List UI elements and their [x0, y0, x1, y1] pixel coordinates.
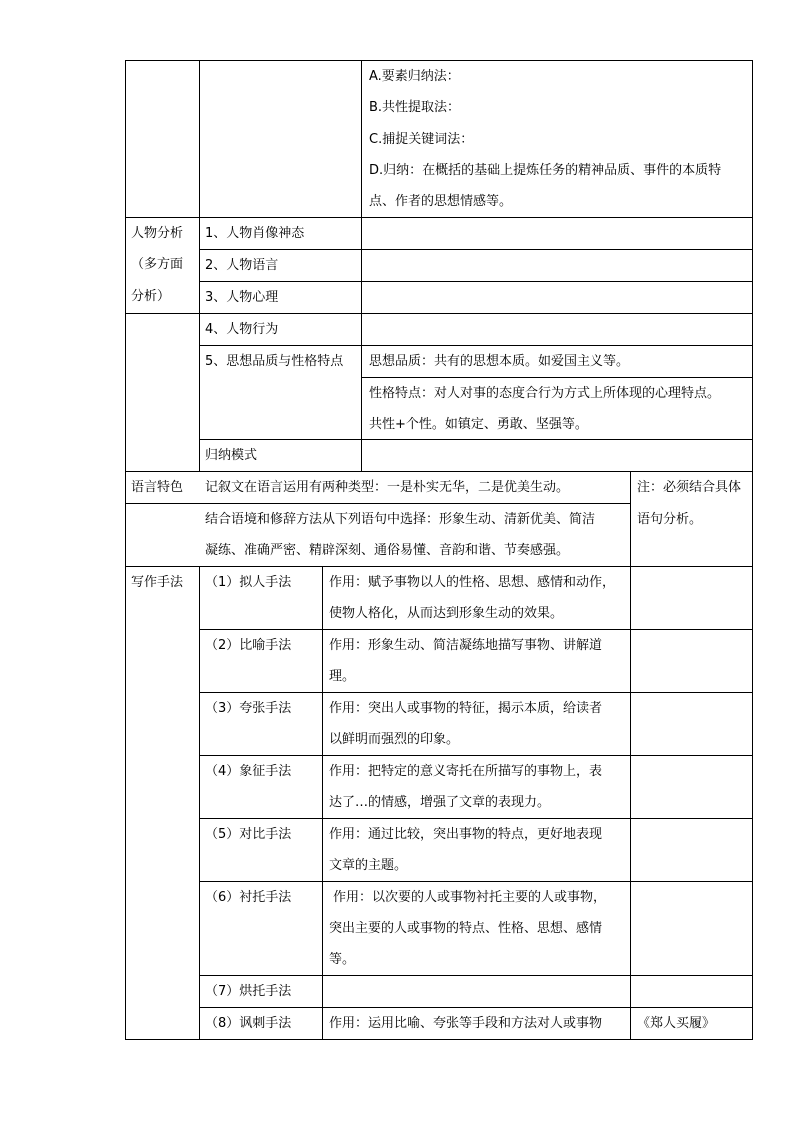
- technique-name: （1）拟人手法: [205, 575, 292, 590]
- character-item-speech: 2、人物语言: [205, 258, 279, 273]
- technique-effect-line: 作用：通过比较，突出事物的特点，更好地表现: [329, 827, 603, 842]
- character-item-behavior: 4、人物行为: [205, 322, 279, 337]
- technique-effect-line: 达了…的情感，增强了文章的表现力。: [329, 795, 551, 810]
- technique-effect-line: 作用：赋予事物以人的性格、思想、感情和动作，: [329, 575, 616, 590]
- language-note-line1: 注：必须结合具体: [637, 480, 742, 495]
- technique-effect-line: 作用：运用比喻、夸张等手段和方法对人或事物: [329, 1016, 603, 1031]
- language-label: 语言特色: [131, 480, 184, 495]
- technique-effect-line: 突出主要的人或事物的特点、性格、思想、感情: [329, 921, 603, 936]
- technique-name: （2）比喻手法: [205, 638, 292, 653]
- method-d-line1: D.归纳：在概括的基础上提炼任务的精神品质、事件的本质特: [369, 163, 722, 178]
- character-trait-line1: 性格特点：对人对事的态度合行为方式上所体现的心理特点。: [369, 386, 721, 401]
- rule: [199, 249, 753, 250]
- rule: [752, 60, 753, 1040]
- language-text-line2: 结合语境和修辞方法从下列语句中选择：形象生动、清新优美、简洁: [205, 512, 596, 527]
- rule: [361, 60, 362, 472]
- method-d-line2: 点、作者的思想情感等。: [369, 194, 513, 209]
- rule: [630, 471, 631, 1040]
- technique-effect-line: 等。: [329, 952, 356, 967]
- technique-name: （5）对比手法: [205, 827, 292, 842]
- language-text-line3: 凝练、准确严密、精辟深刻、通俗易懂、音韵和谐、节奏感强。: [205, 543, 570, 558]
- character-trait-line2: 共性+个性。如镇定、勇敢、坚强等。: [369, 417, 588, 432]
- technique-name: （8）讽刺手法: [205, 1016, 292, 1031]
- technique-example: 《郑人买履》: [637, 1016, 716, 1031]
- rule: [125, 60, 126, 1040]
- method-a: A.要素归纳法：: [369, 69, 460, 84]
- language-note-line2: 语句分析。: [637, 512, 703, 527]
- writing-label: 写作手法: [131, 575, 184, 590]
- rule: [125, 1039, 753, 1040]
- technique-effect-line: 使物人格化，从而达到形象生动的效果。: [329, 606, 564, 621]
- technique-name: （6）衬托手法: [205, 890, 292, 905]
- method-c: C.捕捉关键词法：: [369, 132, 474, 147]
- character-thought: 思想品质：共有的思想本质。如爱国主义等。: [369, 354, 630, 369]
- character-item-portrait: 1、人物肖像神态: [205, 226, 305, 241]
- character-pattern: 归纳模式: [205, 448, 258, 463]
- technique-effect-line: 作用：以次要的人或事物衬托主要的人或事物，: [333, 890, 607, 905]
- technique-name: （4）象征手法: [205, 764, 292, 779]
- technique-name: （3）夸张手法: [205, 701, 292, 716]
- technique-effect-line: 理。: [329, 669, 356, 684]
- technique-effect-line: 文章的主题。: [329, 858, 408, 873]
- technique-effect-line: 作用：突出人或事物的特征，揭示本质，给读者: [329, 701, 603, 716]
- technique-effect-line: 作用：把特定的意义寄托在所描写的事物上，表: [329, 764, 603, 779]
- rule: [199, 566, 200, 1040]
- technique-name: （7）烘托手法: [205, 984, 292, 999]
- language-text-line1: 记叙文在语言运用有两种类型：一是朴实无华，二是优美生动。: [205, 480, 570, 495]
- character-label-line1: 人物分析: [131, 226, 184, 241]
- character-item-quality: 5、思想品质与性格特点: [205, 354, 344, 369]
- rule: [322, 566, 323, 1040]
- character-item-psychology: 3、人物心理: [205, 290, 279, 305]
- technique-effect-line: 作用：形象生动、简洁凝练地描写事物、讲解道: [329, 638, 603, 653]
- method-b: B.共性提取法：: [369, 100, 461, 115]
- rule: [199, 60, 200, 472]
- character-label-line2: （多方面: [131, 257, 184, 272]
- technique-effect-line: 以鲜明而强烈的印象。: [329, 732, 460, 747]
- rule: [199, 281, 753, 282]
- character-label-line3: 分析）: [131, 289, 171, 304]
